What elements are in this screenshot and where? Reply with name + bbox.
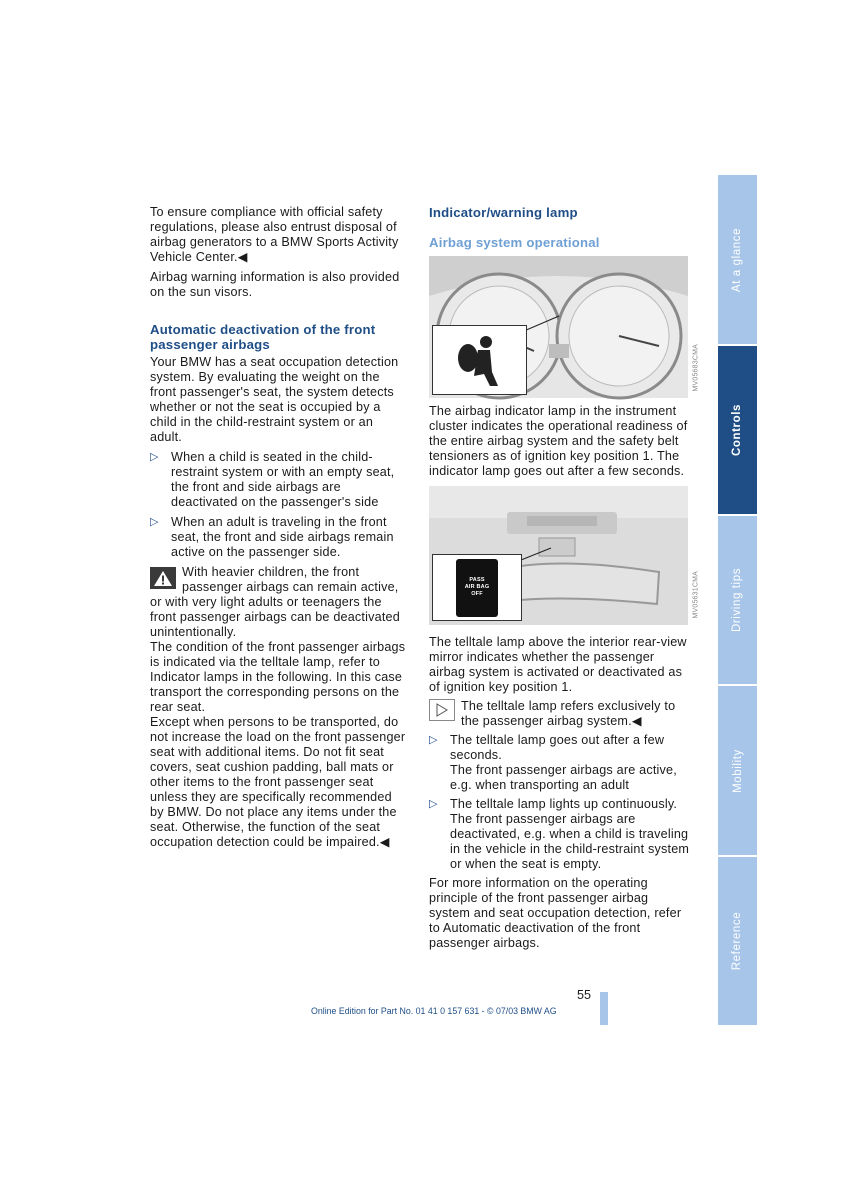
paragraph: The condition of the front passenger airbags is indicated via the telltale lamp, refer to Indicator lamps in the following. In this case transport the corresponding persons on the rear seat.: [150, 640, 406, 714]
figure-code: MV05631CMA: [693, 571, 700, 619]
section-heading: Indicator/warning lamp: [429, 205, 578, 220]
list-item: ▷ When an adult is traveling in the front seat, the front and side airbags remain active on the passenger side.: [150, 515, 394, 559]
tab-driving-tips[interactable]: Driving tips: [718, 516, 757, 684]
airbag-indicator-callout: [432, 325, 527, 395]
warning-note: With heavier children, the front passenger airbags can remain active, or with very light adults or teenagers the front passenger airbags can be deactivated unintentionally.: [150, 565, 400, 639]
paragraph: For more information on the operating principle of the front passenger airbag system and seat occupation detection, refer to Automatic deactivation of the front passenger airbags.: [429, 876, 682, 950]
end-mark-icon: ◀: [237, 250, 248, 264]
telltale-lamp-callout: [432, 554, 522, 621]
triangle-bullet-icon: ▷: [429, 798, 438, 810]
page-marker-bar: [600, 992, 608, 1025]
tab-at-a-glance[interactable]: At a glance: [718, 175, 757, 344]
instrument-cluster-figure: [429, 256, 700, 398]
airbag-icon: [452, 332, 508, 388]
pass-airbag-off-lamp: PASS AIR BAG OFF: [456, 559, 498, 617]
page-number: 55: [577, 988, 592, 1002]
warning-triangle-icon: [150, 567, 176, 589]
triangle-bullet-icon: ▷: [150, 516, 159, 528]
paragraph: The airbag indicator lamp in the instrument cluster indicates the operational readiness of the entire airbag system and the safety belt tensioners as of ignition key position 1. The indicator lamp goes out after a few seconds.: [429, 404, 688, 478]
list-item: ▷ The telltale lamp goes out after a few seconds. The front passenger airbags are active, e.g. when transporting an adult: [429, 733, 677, 792]
triangle-bullet-icon: ▷: [150, 451, 159, 463]
note-triangle-icon: [429, 699, 455, 721]
note: The telltale lamp refers exclusively to the passenger airbag system.◀: [429, 699, 691, 729]
right-column: [429, 205, 700, 951]
section-heading: Automatic deactivation of the front passenger airbags: [150, 322, 376, 352]
tab-mobility[interactable]: Mobility: [718, 686, 757, 855]
triangle-bullet-icon: ▷: [429, 734, 438, 746]
end-mark-icon: ◀: [631, 714, 642, 728]
tab-reference[interactable]: Reference: [718, 857, 757, 1025]
subsection-heading: Airbag system operational: [429, 235, 600, 250]
footer-text: Online Edition for Part No. 01 41 0 157 631 - © 07/03 BMW AG: [311, 1006, 557, 1016]
paragraph: The telltale lamp above the interior rear-view mirror indicates whether the passenger airbag system is activated or deactivated as of ignition key position 1.: [429, 635, 687, 694]
paragraph: Except when persons to be transported, do not increase the load on the front passenger seat with additional items. Do not fit seat covers, seat cushion padding, ball mats or other items to the front passenger seat unless they are specifically recommended by BMW. Do not place any items under the seat. Otherwise, the function of the seat occupation detection could be impaired.◀: [150, 715, 406, 849]
paragraph: Airbag warning information is also provided on the sun visors.: [150, 270, 400, 299]
paragraph: Your BMW has a seat occupation detection system. By evaluating the weight on the front passenger's seat, the system detects whether or not the seat is occupied by a child in the child-restraint system or an adult.: [150, 355, 399, 444]
list-item: ▷ When a child is seated in the child-restraint system or with an empty seat, the front and side airbags are deactivated on the passenger's side: [150, 450, 395, 509]
paragraph: To ensure compliance with official safety regulations, please also entrust disposal of airbag generators to a BMW Sports Activity Vehicle Center.◀: [150, 205, 399, 264]
rearview-mirror-figure: [429, 486, 700, 625]
list-item: ▷ The telltale lamp lights up continuously. The front passenger airbags are deactivated, e.g. when a child is traveling in the vehicle in the child-restraint system or when the seat is empty.: [429, 797, 690, 871]
left-column: [150, 205, 408, 850]
tab-controls[interactable]: Controls: [718, 346, 757, 514]
end-mark-icon: ◀: [379, 835, 390, 849]
figure-code: MV05683CMA: [693, 344, 700, 392]
